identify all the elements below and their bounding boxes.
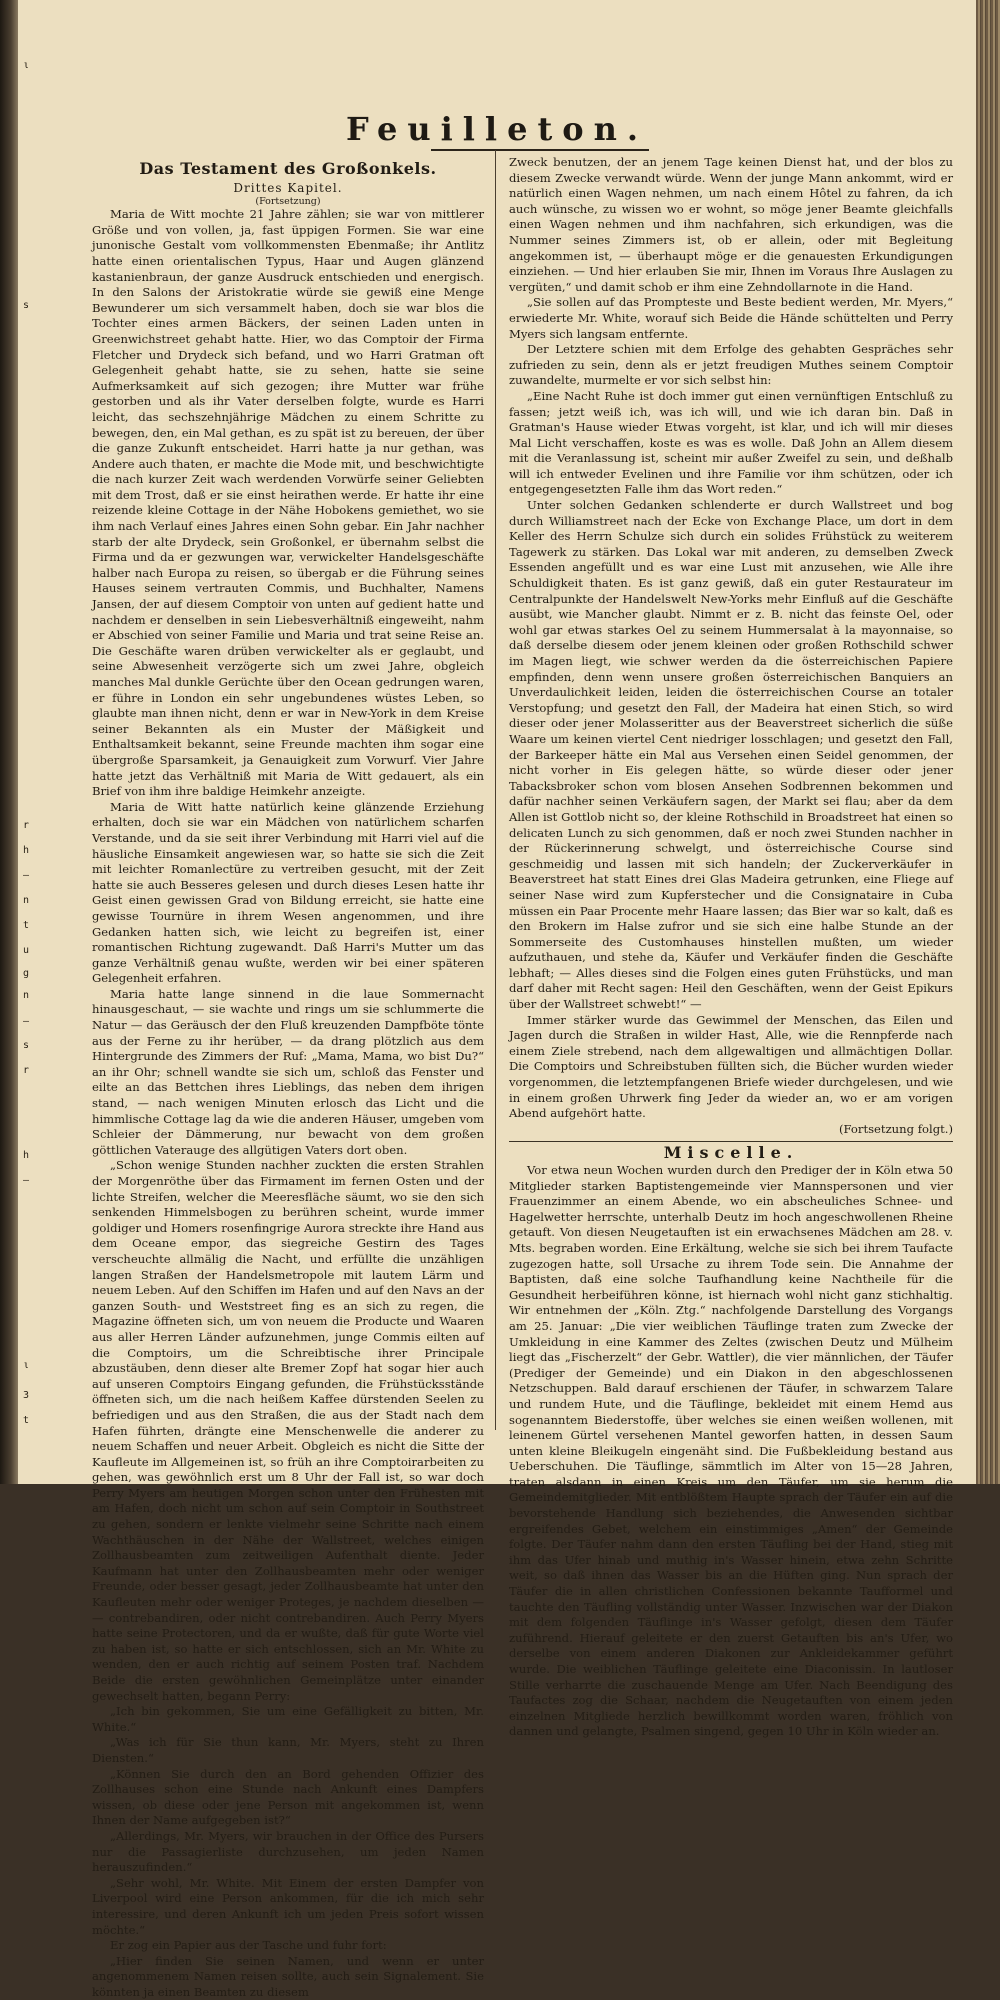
margin-glyph: — [22, 1016, 30, 1027]
book-binding [0, 0, 18, 1484]
margin-glyph: s [22, 1040, 30, 1051]
paragraph: „Sie sollen auf das Prompteste und Beste bedient werden, Mr. Myers,“ erwiederte Mr. White, worauf sich Beide die Hände schüttelten und Perry Myers sich langsam entfernte. [509, 295, 953, 341]
masthead-rule [431, 149, 649, 151]
margin-glyph: r [22, 820, 30, 831]
paragraph: Maria hatte lange sinnend in die laue Sommernacht hinausgeschaut, — sie wachte und rings um sie schlummerte die Natur — das Geräusch der den Fluß kreuzenden Dampfböte tönte aus der Ferne zu ihr herüber, — da drang plötzlich aus dem Hintergrunde des Zimmers der Ruf: „Mama, Mama, wo bist Du?“ an ihr Ohr; schnell wandte sie sich um, schloß das Fenster und eilte an das Bettchen ihres Lieblings, das neben dem ihrigen stand, — nach wenigen Minuten erlosch das Licht und die himmlische Cottage lag da wie die anderen Häuser, umgeben vom Schleier der Dämmerung, nur bewacht von dem großen göttlichen Vaterauge des allgütigen Vaters dort oben. [92, 986, 484, 1157]
miscelle-text: Vor etwa neun Wochen wurden durch den Prediger der in Köln etwa 50 Mitglieder starken Baptistengemeinde vier Mannspersonen und vier Frauenzimmer an einem Abende, wo ein abscheuliches Schnee- und Hagelwetter herrschte, unterhalb Deutz im hoch angeschwollenen Rheine getauft. Von diesen Neugetauften ist ein erwachsenes Mädchen am 28. v. Mts. begraben worden. Eine Erkältung, welche sie sich bei ihrem Taufacte zugezogen hatte, soll Ursache zu ihrem Tode sein. Die Annahme der Baptisten, daß eine solche Taufhandlung keine Nachtheile für die Gesundheit herbeiführen könne, ist hiernach wohl nicht ganz stichhaltig. Wir entnehmen der „Köln. Ztg.“ nachfolgende Darstellung des Vorgangs am 25. Januar: „Die vier weiblichen Täuflinge traten zum Zwecke der Umkleidung in eine Kammer des Zeltes (zwischen Deutz und Mülheim liegt das „Fischerzelt“ der Gebr. Wattler), die vier männlichen, der Täufer (Prediger der Gemeinde) und ein Diakon in den abgeschlossenen Netzschuppen. Bald darauf erschienen der Täufer, in schwarzem Talare und rundem Hute, und die Täuflinge, bekleidet mit einem Hemd aus sogenanntem Biederstoffe, über welches sie einen weißen wollenen, mit leinenem Gürtel versehenen Mantel geworfen hatten, in dessen Saum unten kleine Bleikugeln eingenäht sind. Die Fußbekleidung bestand aus Ueberschuhen. Die Täuflinge, sämmtlich im Alter von 15—28 Jahren, traten alsdann in einen Kreis um den Täufer, um sie herum die Gemeindemitglieder. Mit entblößtem Haupte sprach der Täufer ein auf die bevorstehende Handlung sich beziehendes, die Anwesenden sichtbar ergreifendes Gebet, welchem ein einstimmiges „Amen“ der Gemeinde folgte. Der Täufer nahm dann den ersten Täufling bei der Hand, stieg mit ihm das Ufer hinab und muthig in's Wasser hinein, etwa zehn Schritte weit, so daß ihnen das Wasser bis an die Hüften ging. Nun sprach der Täufer die in allen christlichen Confessionen bekannte Taufformel und tauchte den Täufling vollständig unter Wasser. Inzwischen war der Diakon mit dem folgenden Täuflinge in's Wasser gefolgt, diesen dem Täufer zuführend. Hierauf geleitete er den zuerst Getauften bis an's Ufer, wo derselbe von einem anderen Diakonen zur Ankleidekammer geführt wurde. Die weiblichen Täuflinge geleitete eine Diaconissin. In lautloser Stille verharrte die zuschauende Menge am Ufer. Nach Beendigung des Taufactes zog die Schaar, nachdem die Neugetauften von einem jeden einzelnen Mitgliede herzlich bewillkommt worden waren, fröhlich von dannen und gelangte, Psalmen singend, gegen 10 Uhr in Köln wieder an. [509, 1163, 953, 1739]
margin-glyph: h [22, 845, 30, 856]
margin-glyph: s [22, 300, 30, 311]
paragraph: Er zog ein Papier aus der Tasche und fuhr fort: [110, 1938, 387, 1953]
paragraph: Der Letztere schien mit dem Erfolge des gehabten Gespräches sehr zufrieden zu sein, denn als er jetzt freudigen Muthes seinem Comptoir zuwandelte, murmelte er vor sich selbst hin: [509, 342, 953, 388]
paragraph: Maria de Witt mochte 21 Jahre zählen; sie war von mittlerer Größe und von vollen, ja, fast üppigen Formen. Sie war eine junonische Gestalt vom vollkommensten Ebenmaße; ihr Antlitz hatte einen orientalischen Typus, Haar und Augen glänzend kastanienbraun, der ganze Ausdruck entschieden und energisch. In den Salons der Aristokratie würde sie gewiß eine Menge Bewunderer um sich versammelt haben, doch sie war blos die Tochter eines armen Bäckers, der seinen Laden unten in Greenwichstreet gehabt hatte. Hier, wo das Comptoir der Firma Fletcher und Drydeck sich befand, und wo Harri Gratman oft Gelegenheit gehabt hatte, sie zu sehen, hatte sie seine Aufmerksamkeit auf sich gezogen; ihre Mutter war frühe gestorben und als ihr Vater derselben folgte, wurde es Harri leicht, das sechszehnjährige Mädchen zu einem Schritte zu bewegen, den, ein Mal gethan, es zu spät ist zu bereuen, der über die ganze Zukunft entscheidet. Harri hatte ja nur gethan, was Andere auch thaten, er machte die Mode mit, und beschwichtigte die nach kurzer Zeit wach werdenden Vorwürfe seiner Geliebten mit dem Trost, daß er sie einst heirathen werde. Er hatte ihr eine reizende kleine Cottage in der Nähe Hobokens gemiethet, wo sie ihm nach Verlauf eines Jahres einen Sohn gebar. Ein Jahr nachher starb der alte Drydeck, sein Großonkel, er übernahm selbst die Firma und da er gezwungen war, verwickelter Handelsgeschäfte halber nach Europa zu reisen, so übergab er die Führung seines Hauses seinem vertrauten Commis, und Buchhalter, Namens Jansen, der auf diesem Comptoir von unten auf gedient hatte und nachdem er denselben in sein Liebesverhältniß eingeweiht, nahm er Abschied von seiner Familie und Maria und trat seine Reise an. Die Geschäfte waren drüben verwickelter als er geglaubt, und seine Abwesenheit verzögerte sich um zwei Jahre, obgleich manches Mal dunkle Gerüchte über den Ocean gedrungen waren, er führe in London ein sehr ungebundenes wüstes Leben, so glaubte man ihnen nicht, denn er war in New-York in dem Kreise seiner Bekannten als ein Muster der Mäßigkeit und Enthaltsamkeit bekannt, seine Freunde machten ihm sogar eine übergroße Sparsamkeit, ja Genauigkeit zum Vorwurf. Vier Jahre hatte jetzt das Verhältniß mit Maria de Witt gedauert, als ein Brief von ihm ihre baldige Heimkehr anzeigte. [92, 207, 484, 799]
margin-glyph: t [22, 1415, 30, 1426]
column-divider [495, 150, 496, 1430]
paragraph: „Eine Nacht Ruhe ist doch immer gut einen vernünftigen Entschluß zu fassen; jetzt weiß ich, was ich will, und wie ich daran bin. Daß in Gratman's Hause wieder Etwas vorgeht, ist klar, und ich will mir dieses Mal Licht verschaffen, koste es was es wolle. Daß John an Allem diesem mit die Veranlassung ist, scheint mir außer Zweifel zu sein, und deßhalb will ich entweder Evelinen und ihre Familie vor ihm schützen, oder ich entgegengesetzten Falle ihm das Wort reden.“ [509, 388, 953, 497]
miscelle-heading: Miscelle. [509, 1141, 953, 1161]
page-stack-edge [976, 0, 1000, 1484]
paragraph: Maria de Witt hatte natürlich keine glänzende Erziehung erhalten, doch sie war ein Mädchen von natürlichem scharfen Verstande, und da sie seit ihrer Verbindung mit Harri viel auf die häusliche Einsamkeit angewiesen war, so hatte sie sich die Zeit mit leichter Romanlectüre zu vertreiben gesucht, mit der Zeit hatte sie auch Besseres gelesen und durch dieses Lesen hatte ihr Geist einen gewissen Grad von Bildung erreicht, sie hatte eine gewisse Tournüre in ihrem Wesen angenommen, und ihre Gedanken hatten sich, wie leicht zu begreifen ist, einer romantischen Richtung zugewandt. Daß Harri's Mutter um das ganze Verhältniß genau wußte, werden wir bei einer späteren Gelegenheit erfahren. [92, 799, 484, 986]
margin-glyph: n [22, 990, 30, 1001]
paragraph: „Allerdings, Mr. Myers, wir brauchen in der Office des Pursers nur die Passagierliste durchzusehen, um jeden Namen herauszufinden.“ [92, 1828, 484, 1875]
paragraph: „Sehr wohl, Mr. White. Mit Einem der ersten Dampfer von Liverpool wird eine Person ankommen, für die ich mich sehr interessire, und deren Ankunft ich um jeden Preis sofort wissen möchte.“ [92, 1875, 484, 1937]
paragraph: „Können Sie durch den an Bord gehenden Offizier des Zollhauses schon eine Stunde nach Ankunft eines Dampfers wissen, ob diese oder jene Person mit angekommen ist, wenn Ihnen der Name aufgegeben ist?“ [92, 1766, 484, 1828]
margin-glyph: t [22, 920, 30, 931]
paragraph: Immer stärker wurde das Gewimmel der Menschen, das Eilen und Jagen durch die Straßen in wilder Hast, Alle, wie die Rennpferde nach einem Ziele strebend, nach dem allgewaltigen und allmächtigen Dollar. Die Comptoirs und Schreibstuben füllten sich, die Bücher wurden wieder vorgenommen, die letztempfangenen Briefe wieder durchgelesen, und wie in einem großen Uhrwerk fing Jeder da wieder an, wo er am vorigen Abend aufgehört hatte. [509, 1012, 953, 1121]
to-be-continued-note: (Fortsetzung folgt.) [838, 1121, 953, 1136]
margin-glyph: ι [22, 1360, 30, 1371]
paragraph: Unter solchen Gedanken schlenderte er durch Wallstreet und bog durch Williamstreet nach der Ecke von Exchange Place, um dort in dem Keller des Herrn Schulze sich durch ein solides Frühstück zu weiterem Tagewerk zu stärken. Das Lokal war mit anderen, zu demselben Zweck Essenden angefüllt und es war eine Lust mit anzusehen, wie Alle ihre Schuldigkeit thaten. Es ist ganz gewiß, daß ein guter Restaurateur im Centralpunkte der Handelswelt New-Yorks mehr Einfluß auf die Geschäfte ausübt, wie Mancher glaubt. Nimmt er z. B. nicht das feinste Oel, oder wohl gar etwas starkes Oel zu seinem Hummersalat à la mayonnaise, so daß derselbe diesem oder jenem kleinen oder großen Rothschild schwer im Magen liegt, wie schwer werden da die österreichischen Papiere empfinden, denn wenn unsere großen österreichischen Banquiers an Unverdaulichkeit leiden, leiden die österreichischen Course an totaler Verstopfung; und gesetzt den Fall, der Madeira hat einen Stich, so wird dieser oder jener Molasseritter aus der Beaverstreet sicherlich die süße Waare um keinen viertel Cent niedriger losschlagen; und gesetzt den Fall, der Barkeeper hätte ein Mal aus Versehen einen Seidel genommen, der nicht vorher in Eis gelegen hätte, so würde dieser oder jener Tabacksbroker schon vom blosen Ansehen Sodbrennen bekommen und dafür nachher seinen Verkäufern sagen, der Markt sei flau; aber da dem Allen ist Gottlob nicht so, der kleine Rothschild in Broadstreet hat einen so delicaten Lunch zu sich genommen, daß er noch zwei Stunden nachher in der Rückerinnerung schwelgt, und österreichische Course sind geschmeidig und lassen mit sich handeln; der Zuckerverkäufer in Beaverstreet hat statt Eines drei Glas Madeira getrunken, eine Fliege auf seiner Nase wird zum Kupferstecher und die Consignataire in Cuba müssen ein Paar Procente mehr Haare lassen; das Bier war so kalt, daß es den Brokern im Halse zufror und sie sich eine halbe Stunde an der Sommerseite des Customhauses hinstellen mußten, um wieder aufzuthauen, und stehe da, Käufer und Verkäufer finden die Geschäfte lebhaft; — Alles dieses sind die Folgen eines guten Frühstücks, und man darf daher mit Recht sagen: Heil den Geschäften, wenn der Geist Epikurs über der Wallstreet schwebt!“ — [509, 498, 953, 1012]
paragraph: Zweck benutzen, der an jenem Tage keinen Dienst hat, und der blos zu diesem Zwecke verwandt würde. Wenn der junge Mann ankommt, wird er natürlich einen Wagen nehmen, um nach einem Hôtel zu fahren, da ich auch wünsche, zu wissen wo er wohnt, so möge jener Beamte gleichfalls einen Wagen nehmen und ihm nachfahren, sich erkundigen, was die Nummer seines Zimmers ist, ob er allein, oder mit Begleitung angekommen ist, — überhaupt möge er die genauesten Erkundigungen einziehen. — Und hier erlauben Sie mir, Ihnen im Voraus Ihre Auslagen zu vergüten,“ und damit schob er ihm eine Zehndollarnote in die Hand. [509, 155, 953, 294]
continuation-note: (Fortsetzung) [255, 196, 321, 208]
paragraph: „Hier finden Sie seinen Namen, und wenn er unter angenommenem Namen reisen sollte, auch sein Signalement. Sie könnten ja einen Beamten zu diesem [92, 1953, 484, 1999]
margin-glyph: ι [22, 60, 30, 71]
margin-glyph: — [22, 870, 30, 881]
left-column [92, 155, 484, 2000]
margin-glyph: u [22, 945, 30, 956]
paragraph: „Was ich für Sie thun kann, Mr. Myers, steht zu Ihren Diensten.“ [92, 1735, 484, 1765]
margin-glyph: h [22, 1150, 30, 1161]
story-title: Das Testament des Großonkels. [139, 159, 437, 178]
chapter-heading: Drittes Kapitel. [233, 180, 343, 195]
feuilleton-masthead: Feuilleton. [346, 110, 648, 148]
margin-glyph: r [22, 1065, 30, 1076]
paragraph: „Schon wenige Stunden nachher zuckten die ersten Strahlen der Morgenröthe über das Firmament im fernen Osten und der lichte Streifen, welcher die Meeresfläche säumt, wo sie den sich senkenden Himmelsbogen zu berühren scheint, wurde immer goldiger und Homers rosenfingrige Aurora streckte ihre Hand aus dem Oceane empor, das siegreiche Gestirn des Tages verscheuchte allmälig die Nacht, und erfüllte die unzähligen langen Straßen der Handelsmetropole mit lautem Lärm und neuem Leben. Auf den Schiffen im Hafen und auf den Navs an der ganzen South- und Weststreet fing es an sich zu regen, die Magazine öffneten sich, um von neuem die Producte und Waaren aus aller Herren Länder aufzunehmen, junge Commis eilten auf die Comptoirs, um die Schreibtische ihrer Principale abzustäuben, denn dieser alte Bremer Zopf hat sogar hier auch auf unseren Comptoirs Eingang gefunden, die Frühstücksstände öffneten sich, um die nach heißem Kaffee dürstenden Seelen zu befriedigen und aus den Straßen, die aus der Stadt nach dem Hafen führten, drängte eine Menschenwelle die anderer zu neuem Schaffen und neuer Arbeit. Obgleich es nicht die Sitte der Kaufleute im Allgemeinen ist, so früh an ihre Comptoirarbeiten zu gehen, was gewöhnlich erst um 8 Uhr der Fall ist, so war doch Perry Myers am heutigen Morgen schon unter den Frühesten mit am Hafen, doch nicht um schon auf sein Comptoir in Southstreet zu gehen, sondern er lenkte vielmehr seine Schritte nach einem Wachthäuschen in der Nähe der Wallstreet, welches einigen Zollhausbeamten zum zeitweiligen Aufenthalt diente. Jeder Kaufmann hat unter den Zollhausbeamten mehr oder weniger Freunde, oder besser gesagt, jeder Zollhausbeamte hat unter den Kaufleuten mehr oder weniger Proteges, je nachdem dieselben — — contrebandiren, oder nicht contrebandiren. Auch Perry Myers hatte seine Protectoren, und da er wußte, daß für gute Worte viel zu haben ist, so hatte er sich entschlossen, sich an Mr. White zu wenden, den er auch richtig auf seinem Posten traf. Nachdem Beide die ersten gewöhnlichen Gemeinplätze unter einander gewechselt hatten, begann Perry: [92, 1158, 484, 1703]
margin-glyph: — [22, 1175, 30, 1186]
margin-glyph: g [22, 968, 30, 979]
newspaper-page [18, 0, 976, 1999]
right-column [509, 155, 953, 1740]
margin-glyph: 3 [22, 1390, 30, 1401]
margin-glyph: n [22, 895, 30, 906]
paragraph: „Ich bin gekommen, Sie um eine Gefälligkeit zu bitten, Mr. White.“ [92, 1704, 484, 1734]
